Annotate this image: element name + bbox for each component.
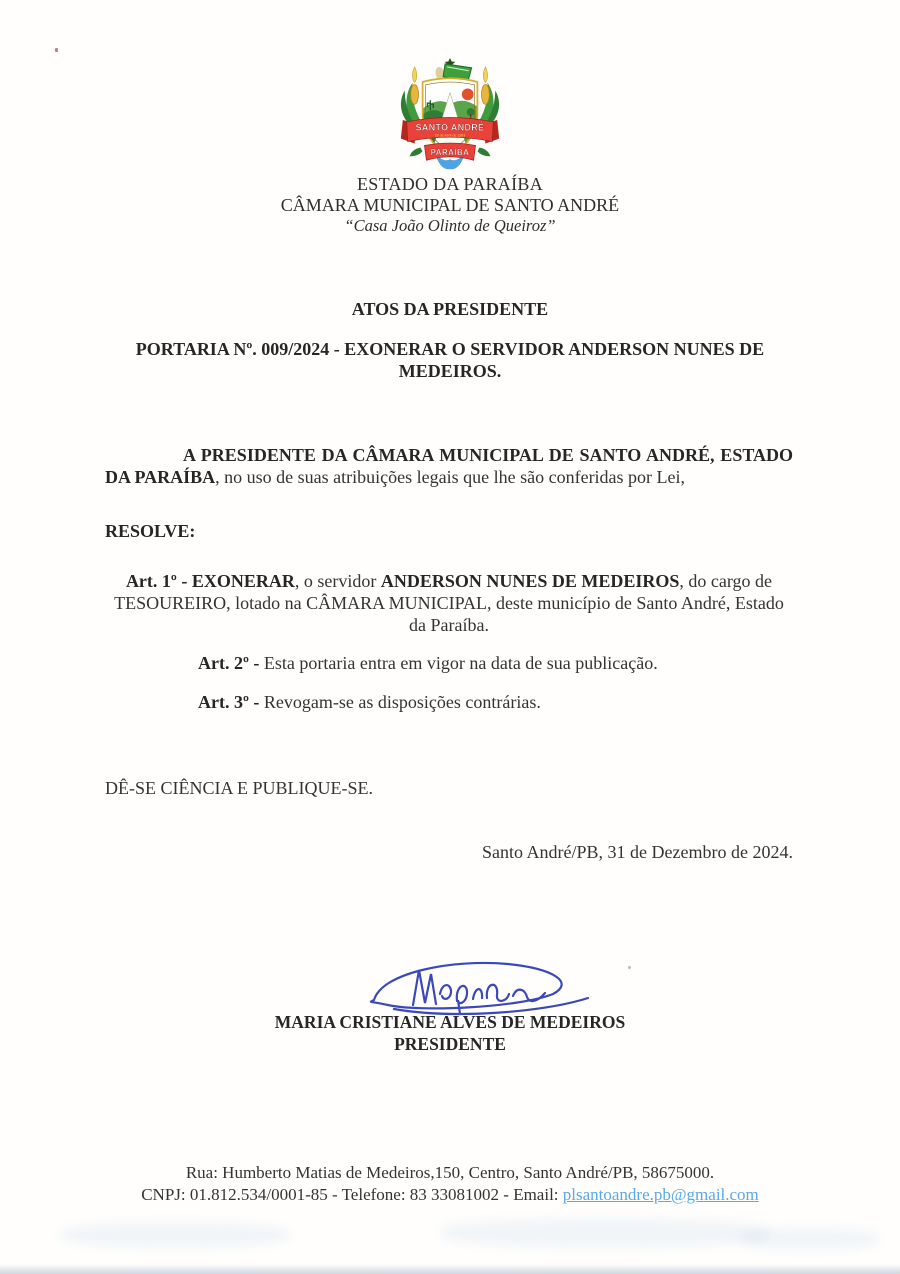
letterhead-chamber: CÂMARA MUNICIPAL DE SANTO ANDRÉ <box>280 195 620 215</box>
letterhead-state: ESTADO DA PARAÍBA <box>356 174 544 194</box>
article-3 <box>105 691 793 713</box>
crest-corn-right-icon <box>478 67 500 128</box>
footer-email-link[interactable]: plsantoandre.pb@gmail.com <box>562 1185 759 1204</box>
resolve-heading: RESOLVE: <box>105 521 196 541</box>
article-2-text: Esta portaria entra em vigor na data de sua publicação. <box>263 653 658 673</box>
article-1-label: Art. 1º - EXONERAR <box>125 571 295 591</box>
article-1-mid: , o servidor <box>294 571 381 591</box>
letterhead <box>0 174 900 236</box>
municipal-crest <box>391 56 509 178</box>
scan-speck <box>55 48 58 52</box>
crest-banner-top-text: SANTO ANDRÉ <box>415 122 485 133</box>
footer-contact-line <box>0 1184 900 1206</box>
section-title: ATOS DA PRESIDENTE <box>351 299 549 319</box>
signer-name: MARIA CRISTIANE ALVES DE MEDEIROS <box>274 1012 626 1032</box>
article-2 <box>105 652 793 674</box>
footer-address: Rua: Humberto Matias de Medeiros,150, Centro, Santo André/PB, 58675000. <box>185 1163 715 1182</box>
place-dateline: Santo André/PB, 31 de Dezembro de 2024. <box>482 842 793 862</box>
crest-banner-bottom-text: PARAÍBA <box>430 147 470 157</box>
crest-sun-icon <box>462 88 474 100</box>
crest-corn-left-icon <box>401 67 423 128</box>
article-3-label: Art. 3º - <box>198 692 264 712</box>
footer-contact-prefix: CNPJ: 01.812.534/0001-85 - Telefone: 83 33081002 - Email: <box>141 1185 563 1204</box>
scan-bleed-artifact <box>740 1228 880 1250</box>
article-1-servant-name: ANDERSON NUNES DE MEDEIROS <box>380 571 680 591</box>
preamble-paragraph <box>105 444 793 488</box>
article-1 <box>105 570 793 636</box>
document-footer <box>0 1162 900 1206</box>
letterhead-motto: “Casa João Olinto de Queiroz” <box>344 216 556 235</box>
scan-bleed-artifact <box>440 1218 770 1248</box>
scan-speck <box>628 966 631 969</box>
preamble-bold: A PRESIDENTE DA CÂMARA MUNICIPAL DE SANTO ANDRÉ, ESTADO DA PARAÍBA <box>105 445 793 487</box>
signer-role: PRESIDENTE <box>394 1034 506 1054</box>
scan-bleed-artifact <box>60 1222 290 1248</box>
portaria-subject-title: PORTARIA Nº. 009/2024 - EXONERAR O SERVIDOR ANDERSON NUNES DE MEDEIROS. <box>135 339 765 381</box>
crest-banner-date-text: 29 de Abril de 1993 <box>434 133 466 138</box>
scan-bottom-edge <box>0 1264 900 1274</box>
article-2-label: Art. 2º - <box>198 653 264 673</box>
preamble-rest: , no uso de suas atribuições legais que lhe são conferidas por Lei, <box>215 467 686 487</box>
publish-clause: DÊ-SE CIÊNCIA E PUBLIQUE-SE. <box>105 778 373 798</box>
article-3-text: Revogam-se as disposições contrárias. <box>263 692 541 712</box>
article-1-rest: , do cargo de TESOUREIRO, lotado na CÂMARA MUNICIPAL, deste município de Santo André, Estado da Paraíba. <box>114 571 784 635</box>
